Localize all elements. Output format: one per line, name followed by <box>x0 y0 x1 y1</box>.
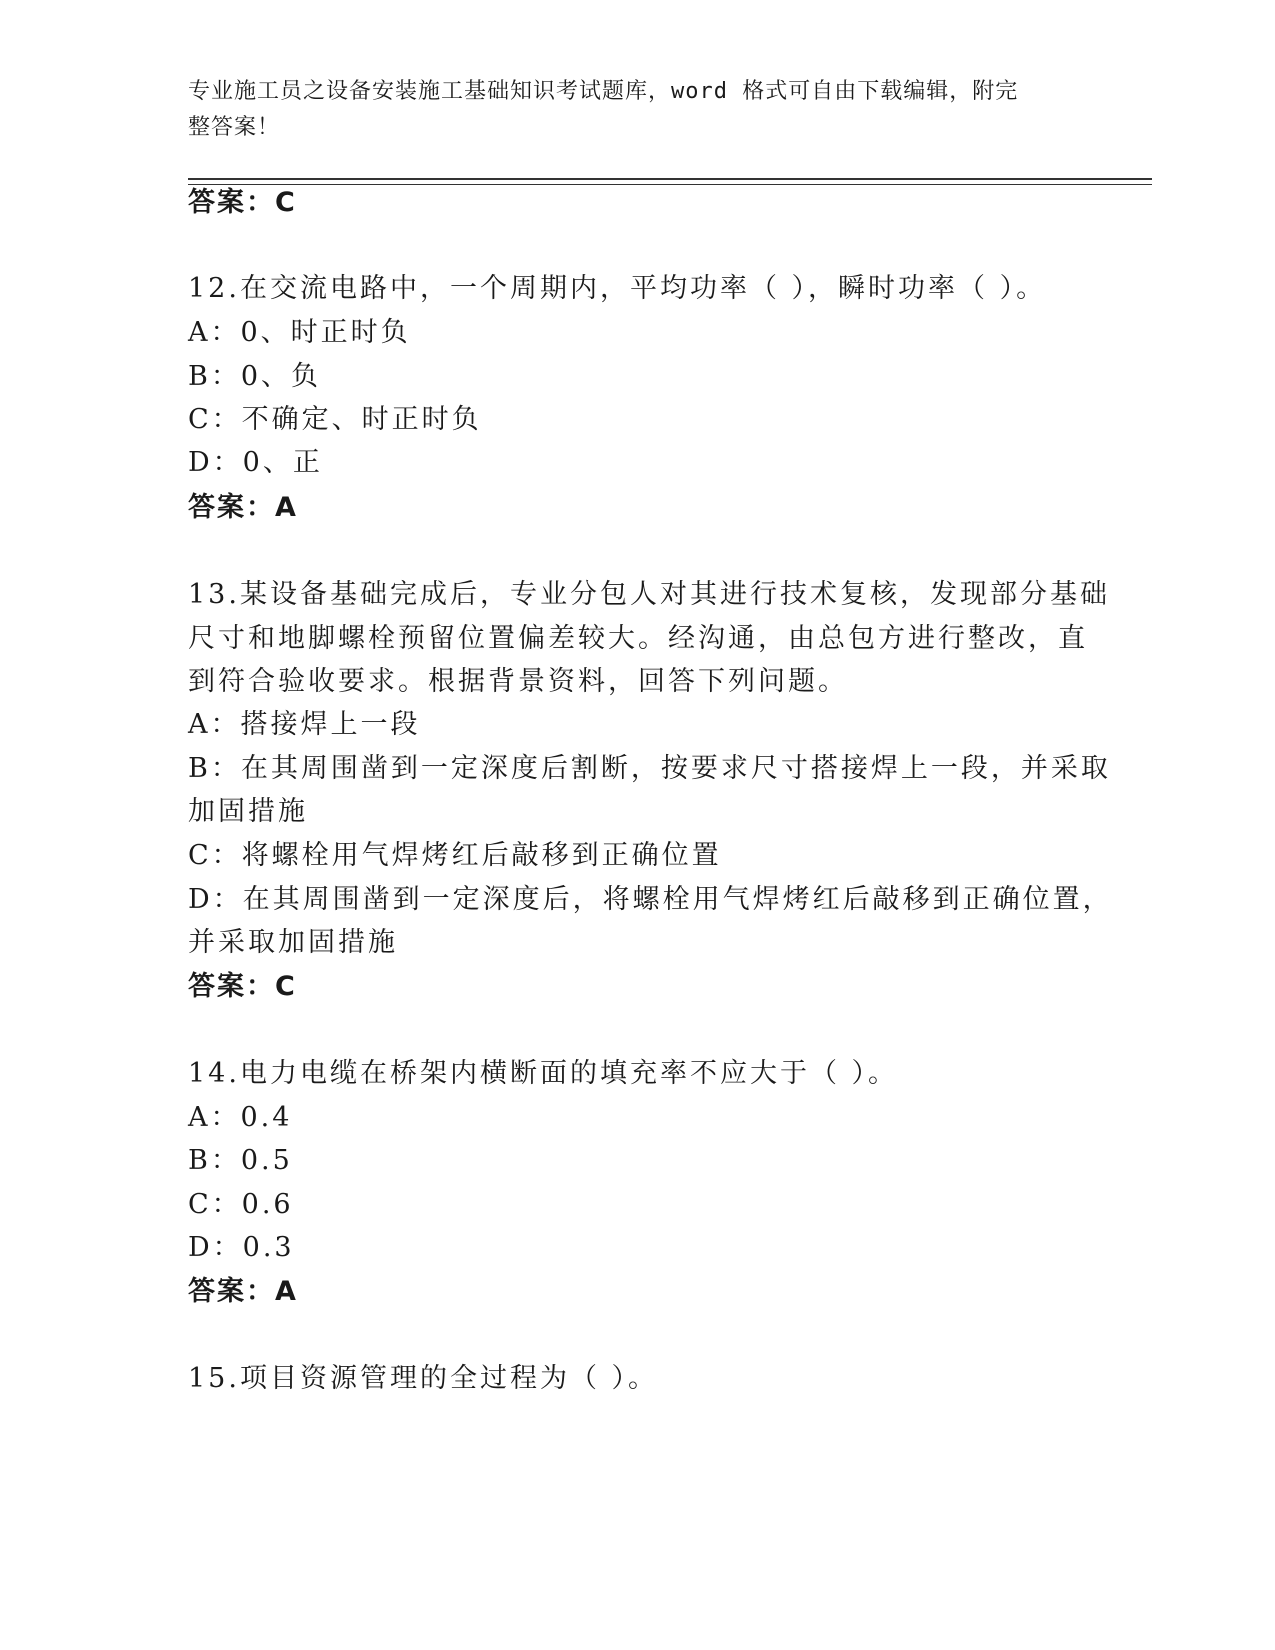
question-13-option-c: C：将螺栓用气焊烤红后敲移到正确位置 <box>188 840 722 871</box>
intro-line-1: 专业施工员之设备安装施工基础知识考试题库，word 格式可自由下载编辑，附完 <box>188 79 1019 104</box>
question-12-stem: 12.在交流电路中，一个周期内，平均功率（ ），瞬时功率（ ）。 <box>188 273 1047 304</box>
question-12-option-b: B：0、负 <box>188 361 322 392</box>
question-13-option-d-line-2: 并采取加固措施 <box>188 927 398 958</box>
question-12-option-a: A：0、时正时负 <box>188 317 411 348</box>
question-13-stem-line-1: 13.某设备基础完成后，专业分包人对其进行技术复核，发现部分基础 <box>188 579 1110 610</box>
question-13-option-b-line-2: 加固措施 <box>188 796 308 827</box>
question-14-option-d: D：0.3 <box>188 1232 295 1263</box>
question-14-stem: 14.电力电缆在桥架内横断面的填充率不应大于（ ）。 <box>188 1058 899 1089</box>
intro-line-2: 整答案！ <box>188 115 281 140</box>
question-14-option-b: B：0.5 <box>188 1145 293 1176</box>
header-divider-thick <box>188 178 1152 180</box>
question-13-answer: 答案：C <box>188 971 297 1002</box>
question-14-answer: 答案：A <box>188 1276 298 1307</box>
question-12-option-c: C：不确定、时正时负 <box>188 404 482 435</box>
question-13-stem-line-3: 到符合验收要求。根据背景资料，回答下列问题。 <box>188 666 848 697</box>
question-13-option-d-line-1: D：在其周围凿到一定深度后，将螺栓用气焊烤红后敲移到正确位置， <box>188 884 1113 915</box>
header-divider-thin <box>188 184 1152 185</box>
previous-answer: 答案：C <box>188 187 297 218</box>
question-13-option-b-line-1: B：在其周围凿到一定深度后割断，按要求尺寸搭接焊上一段，并采取 <box>188 753 1111 784</box>
question-14-option-c: C：0.6 <box>188 1189 294 1220</box>
question-12-option-d: D：0、正 <box>188 447 323 478</box>
question-13-stem-line-2: 尺寸和地脚螺栓预留位置偏差较大。经沟通，由总包方进行整改，直 <box>188 623 1088 654</box>
question-12-answer: 答案：A <box>188 492 298 523</box>
question-15-stem: 15.项目资源管理的全过程为（ ）。 <box>188 1363 659 1394</box>
question-14-option-a: A：0.4 <box>188 1102 293 1133</box>
question-13-option-a: A：搭接焊上一段 <box>188 709 421 740</box>
document-intro <box>188 74 1068 146</box>
